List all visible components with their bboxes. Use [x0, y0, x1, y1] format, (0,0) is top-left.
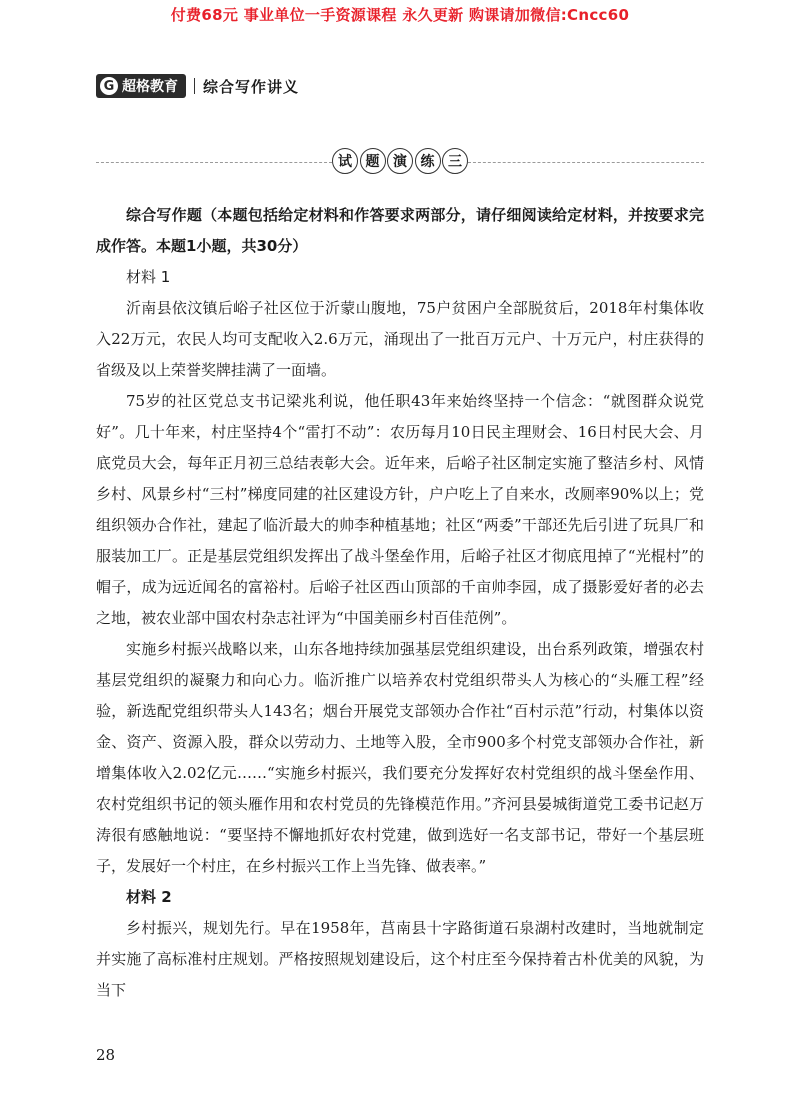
section-title-char: 三: [442, 148, 468, 174]
section-title-char: 题: [360, 148, 386, 174]
logo-g-icon: G: [100, 77, 118, 95]
section-title: [332, 148, 468, 174]
lecture-title: 综合写作讲义: [203, 77, 300, 96]
section-rule-left: [96, 162, 332, 163]
material-1-label: 材料 1: [126, 268, 171, 286]
material-2-paragraph: 乡村振兴，规划先行。早在1958年，莒南县十字路街道石泉湖村改建时，当地就制定并实施了高标准村庄规划。严格按照规划建设后，这个村庄至今保持着古朴优美的风貌，为当下: [96, 919, 704, 999]
section-title-char: 练: [415, 148, 441, 174]
page-number: 28: [96, 1046, 116, 1064]
section-rule-right: [468, 162, 704, 163]
section-title-char: 试: [332, 148, 358, 174]
logo-text: 超格教育: [122, 79, 178, 95]
section-title-char: 演: [387, 148, 413, 174]
question-prompt: 综合写作题（本题包括给定材料和作答要求两部分，请仔细阅读给定材料，并按要求完成作答。本题1小题，共30分）: [96, 206, 704, 255]
document-body: [96, 200, 704, 1006]
material-1-paragraph: 实施乡村振兴战略以来，山东各地持续加强基层党组织建设，出台系列政策，增强农村基层党组织的凝聚力和向心力。临沂推广以培养农村党组织带头人为核心的“头雁工程”经验，新选配党组织带头人143名；烟台开展党支部领办合作社“百村示范”行动，村集体以资金、资产、资源入股，群众以劳动力、土地等入股，全市900多个村党支部领办合作社，新增集体收入2.02亿元……“实施乡村振兴，我们要充分发挥好农村党组织的战斗堡垒作用、农村党组织书记的领头雁作用和农村党员的先锋模范作用。”齐河县晏城街道党工委书记赵万涛很有感触地说：“要坚持不懈地抓好农村党建，做到选好一名支部书记，带好一个基层班子，发展好一个村庄，在乡村振兴工作上当先锋、做表率。”: [96, 640, 704, 875]
publisher-header: [96, 74, 299, 98]
header-divider: [194, 78, 195, 94]
material-1-paragraph: 75岁的社区党总支书记梁兆利说，他任职43年来始终坚持一个信念：“就图群众说党好”。几十年来，村庄坚持4个“雷打不动”：农历每月10日民主理财会、16日村民大会、月底党员大会，每年正月初三总结表彰大会。近年来，后峪子社区制定实施了整洁乡村、风情乡村、风景乡村“三村”梯度同建的社区建设方针，户户吃上了自来水，改厕率90%以上；党组织领办合作社，建起了临沂最大的帅李种植基地；社区“两委”干部还先后引进了玩具厂和服装加工厂。正是基层党组织发挥出了战斗堡垒作用，后峪子社区才彻底甩掉了“光棍村”的帽子，成为远近闻名的富裕村。后峪子社区西山顶部的千亩帅李园，成了摄影爱好者的必去之地，被农业部中国农村杂志社评为“中国美丽乡村百佳范例”。: [96, 392, 704, 627]
promo-banner: 付费68元 事业单位一手资源课程 永久更新 购课请加微信:Cncc60: [170, 6, 630, 24]
material-2-label: 材料 2: [126, 888, 172, 906]
material-1-paragraph: 沂南县依汶镇后峪子社区位于沂蒙山腹地，75户贫困户全部脱贫后，2018年村集体收入22万元，农民人均可支配收入2.6万元，涌现出了一批百万元户、十万元户，村庄获得的省级及以上荣誉奖牌挂满了一面墙。: [96, 299, 704, 379]
publisher-logo: [96, 74, 186, 98]
